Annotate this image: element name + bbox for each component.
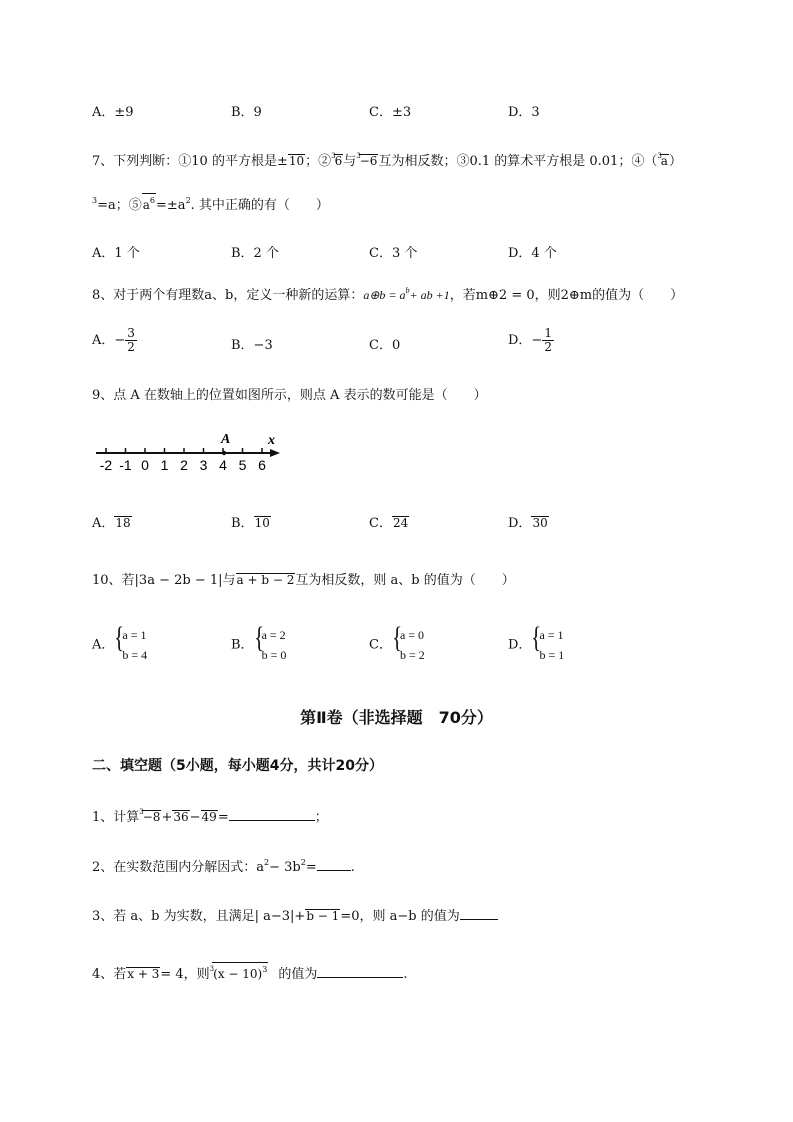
axis-tick-label: 5 <box>238 457 247 473</box>
q8-stem: 8、对于两个有理数a、b，定义一种新的运算：a⊕b = $a^b+$ ab +1，若m⊕2 = 0，则2⊕m的值为（ ） <box>92 286 684 303</box>
cbrt-expression: $(x - 10)^3$ <box>212 962 268 981</box>
q7-option-d: D．4 个 <box>508 246 557 261</box>
q7-stem-line1: 7、下列判断：①10 的平方根是±10；②$^3$6与$^3$−6互为相反数；③0.1 的算术平方根是 0.01；④（$^3$a） <box>92 152 682 169</box>
sqrt-a6: $a^6$ <box>142 193 156 212</box>
axis-variable-label: x <box>268 433 275 448</box>
answer-blank-3[interactable] <box>460 919 498 920</box>
axis-tick-label: 0 <box>141 457 149 473</box>
axis-tick-label: 4 <box>219 457 227 473</box>
q9-option-c: C．24 <box>369 516 409 531</box>
fill-in-4: 4、若x + 3= 4，则$^3(x - 10)^3$ 的值为 . <box>92 962 407 982</box>
q10-option-d: D． { a = 1 b = 1 <box>508 625 564 665</box>
q10-stem: 10、若|3a − 2b − 1|与a + b − 2互为相反数，则 a、b 的值为（ ） <box>92 573 515 588</box>
axis-tick-label: -2 <box>99 457 113 473</box>
q8-option-b: B．−3 <box>231 338 273 353</box>
q7-option-a: A．1 个 <box>92 246 140 261</box>
part-two-title: 第Ⅱ卷（非选择题 70分） <box>300 708 493 727</box>
q6-option-d: D．3 <box>508 105 540 120</box>
q9-stem: 9、点 A 在数轴上的位置如图所示，则点 A 表示的数可能是（ ） <box>92 388 487 403</box>
q10-option-c: C． { a = 0 b = 2 <box>369 625 425 665</box>
answer-blank-4[interactable] <box>317 977 403 978</box>
fill-in-2: 2、在实数范围内分解因式：$a^2- 3b^2=$ . <box>92 858 355 875</box>
axis-tick-label: 2 <box>180 457 188 473</box>
q7-option-b: B．2 个 <box>231 246 279 261</box>
fill-in-3: 3、若 a、b 为实数，且满足| a−3|+b − 1=0，则 a−b 的值为 <box>92 905 498 924</box>
q9-option-b: B．10 <box>231 516 270 531</box>
point-a-label: A <box>221 432 231 447</box>
q10-option-a: A． { a = 1 b = 4 <box>92 625 147 665</box>
cbrt-a: a <box>660 154 668 168</box>
fill-in-1: 1、计算$^3$−8+36−49= ； <box>92 808 328 825</box>
q8-option-c: C．0 <box>369 338 401 353</box>
q6-option-a: A．±9 <box>92 105 134 120</box>
number-line <box>92 426 292 476</box>
q8-option-d: D．− $\frac{1}{2}$ <box>508 326 552 354</box>
axis-arrow <box>270 449 280 457</box>
answer-blank-2[interactable] <box>317 870 351 871</box>
axis-tick-label: 1 <box>160 457 169 473</box>
q7-stem-line2: $^3$=a；$⑤a^6=\pm a^2$. 其中正确的有（ ） <box>92 193 329 213</box>
q8-option-a: A．− $\frac{3}{2}$ <box>92 326 135 354</box>
q7-option-c: C．3 个 <box>369 246 418 261</box>
section-fill-in-heading: 二、填空题（5小题，每小题4分，共计20分） <box>92 758 383 774</box>
q9-option-a: A．18 <box>92 516 131 531</box>
cbrt-neg6: −6 <box>359 154 378 168</box>
cbrt-6: 6 <box>334 154 343 168</box>
q10-option-b: B． { a = 2 b = 0 <box>231 625 286 665</box>
axis-tick-label: -1 <box>119 457 132 473</box>
q9-option-d: D．30 <box>508 516 548 531</box>
point-a-dot <box>222 451 226 455</box>
q6-option-b: B．9 <box>231 105 262 120</box>
answer-blank-1[interactable] <box>229 820 315 821</box>
q6-option-c: C．±3 <box>369 105 412 120</box>
sqrt-10: 10 <box>288 154 305 168</box>
axis-tick-label: 3 <box>199 457 208 473</box>
axis-tick-label: 6 <box>258 457 266 473</box>
